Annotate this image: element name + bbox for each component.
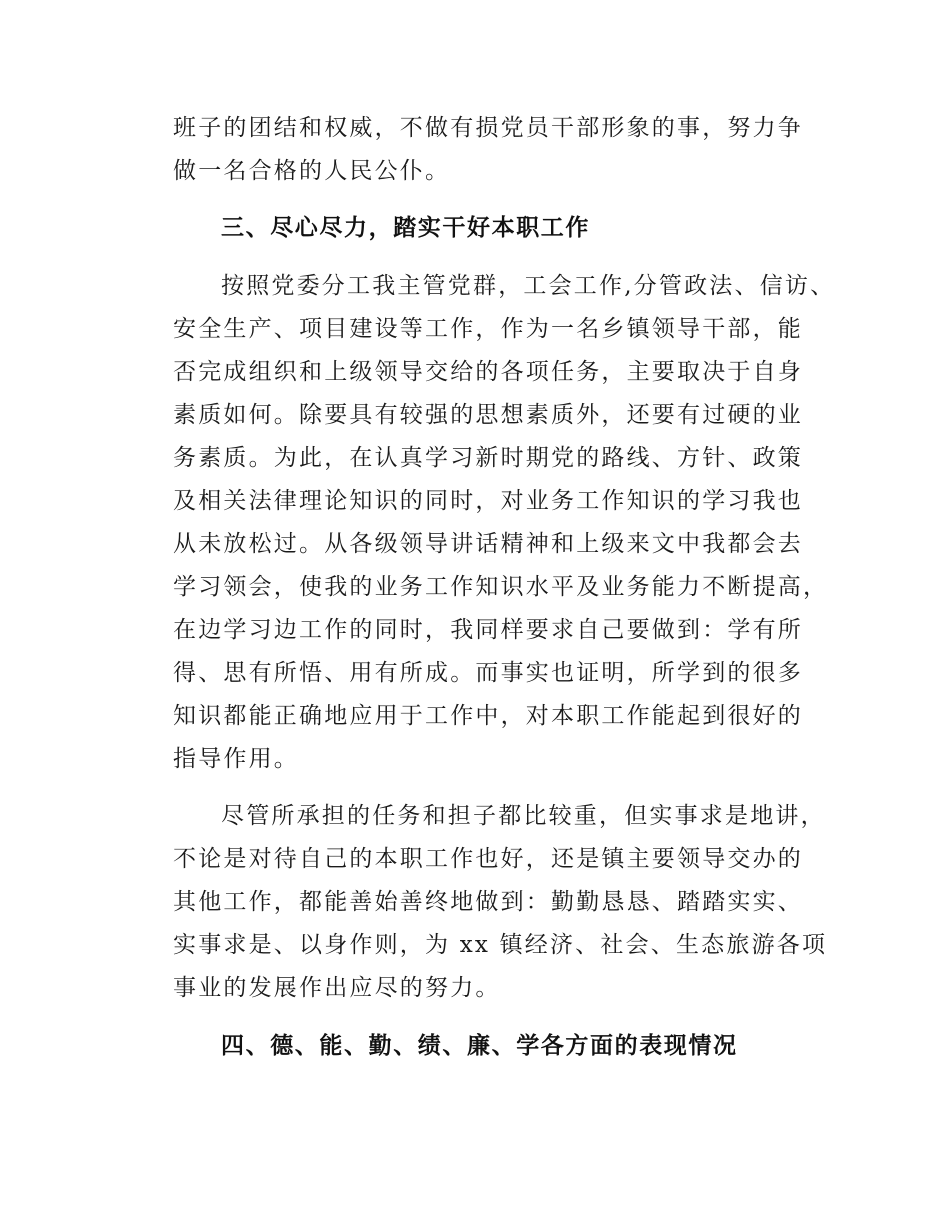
- body-text-line: 实事求是、以身作则，为 xx 镇经济、社会、生态旅游各项: [173, 932, 828, 958]
- body-text-line: 得、思有所悟、用有所成。而事实也证明，所学到的很多: [173, 660, 803, 686]
- body-text-line: 及相关法律理论知识的同时，对业务工作知识的学习我也: [173, 488, 803, 514]
- body-text-line: 做一名合格的人民公仆。: [173, 158, 451, 184]
- body-text-line: 学习领会，使我的业务工作知识水平及业务能力不断提高，: [173, 574, 829, 600]
- body-text-line: 不论是对待自己的本职工作也好，还是镇主要领导交办的: [173, 846, 803, 872]
- section-heading-4: 四、德、能、勤、绩、廉、学各方面的表现情况: [221, 1033, 738, 1059]
- body-text-line: 否完成组织和上级领导交给的各项任务，主要取决于自身: [173, 359, 803, 385]
- section-heading-3: 三、尽心尽力，踏实干好本职工作: [221, 215, 590, 241]
- body-text-line: 知识都能正确地应用于工作中，对本职工作能起到很好的: [173, 703, 803, 729]
- body-text-line: 尽管所承担的任务和担子都比较重，但实事求是地讲，: [221, 803, 826, 829]
- body-text-line: 事业的发展作出应尽的努力。: [173, 975, 501, 1001]
- body-text-line: 从未放松过。从各级领导讲话精神和上级来文中我都会去: [173, 531, 803, 557]
- body-text-line: 务素质。为此，在认真学习新时期党的路线、方针、政策: [173, 445, 803, 471]
- body-text-line: 安全生产、项目建设等工作，作为一名乡镇领导干部，能: [173, 316, 803, 342]
- body-text-line: 按照党委分工我主管党群，工会工作,分管政法、信访、: [221, 273, 836, 299]
- body-text-line: 素质如何。除要具有较强的思想素质外，还要有过硬的业: [173, 402, 803, 428]
- body-text-line: 其他工作，都能善始善终地做到：勤勤恳恳、踏踏实实、: [173, 889, 803, 915]
- body-text-line: 班子的团结和权威，不做有损党员干部形象的事，努力争: [173, 115, 803, 141]
- body-text-line: 指导作用。: [173, 746, 299, 772]
- body-text-line: 在边学习边工作的同时，我同样要求自己要做到：学有所: [173, 617, 803, 643]
